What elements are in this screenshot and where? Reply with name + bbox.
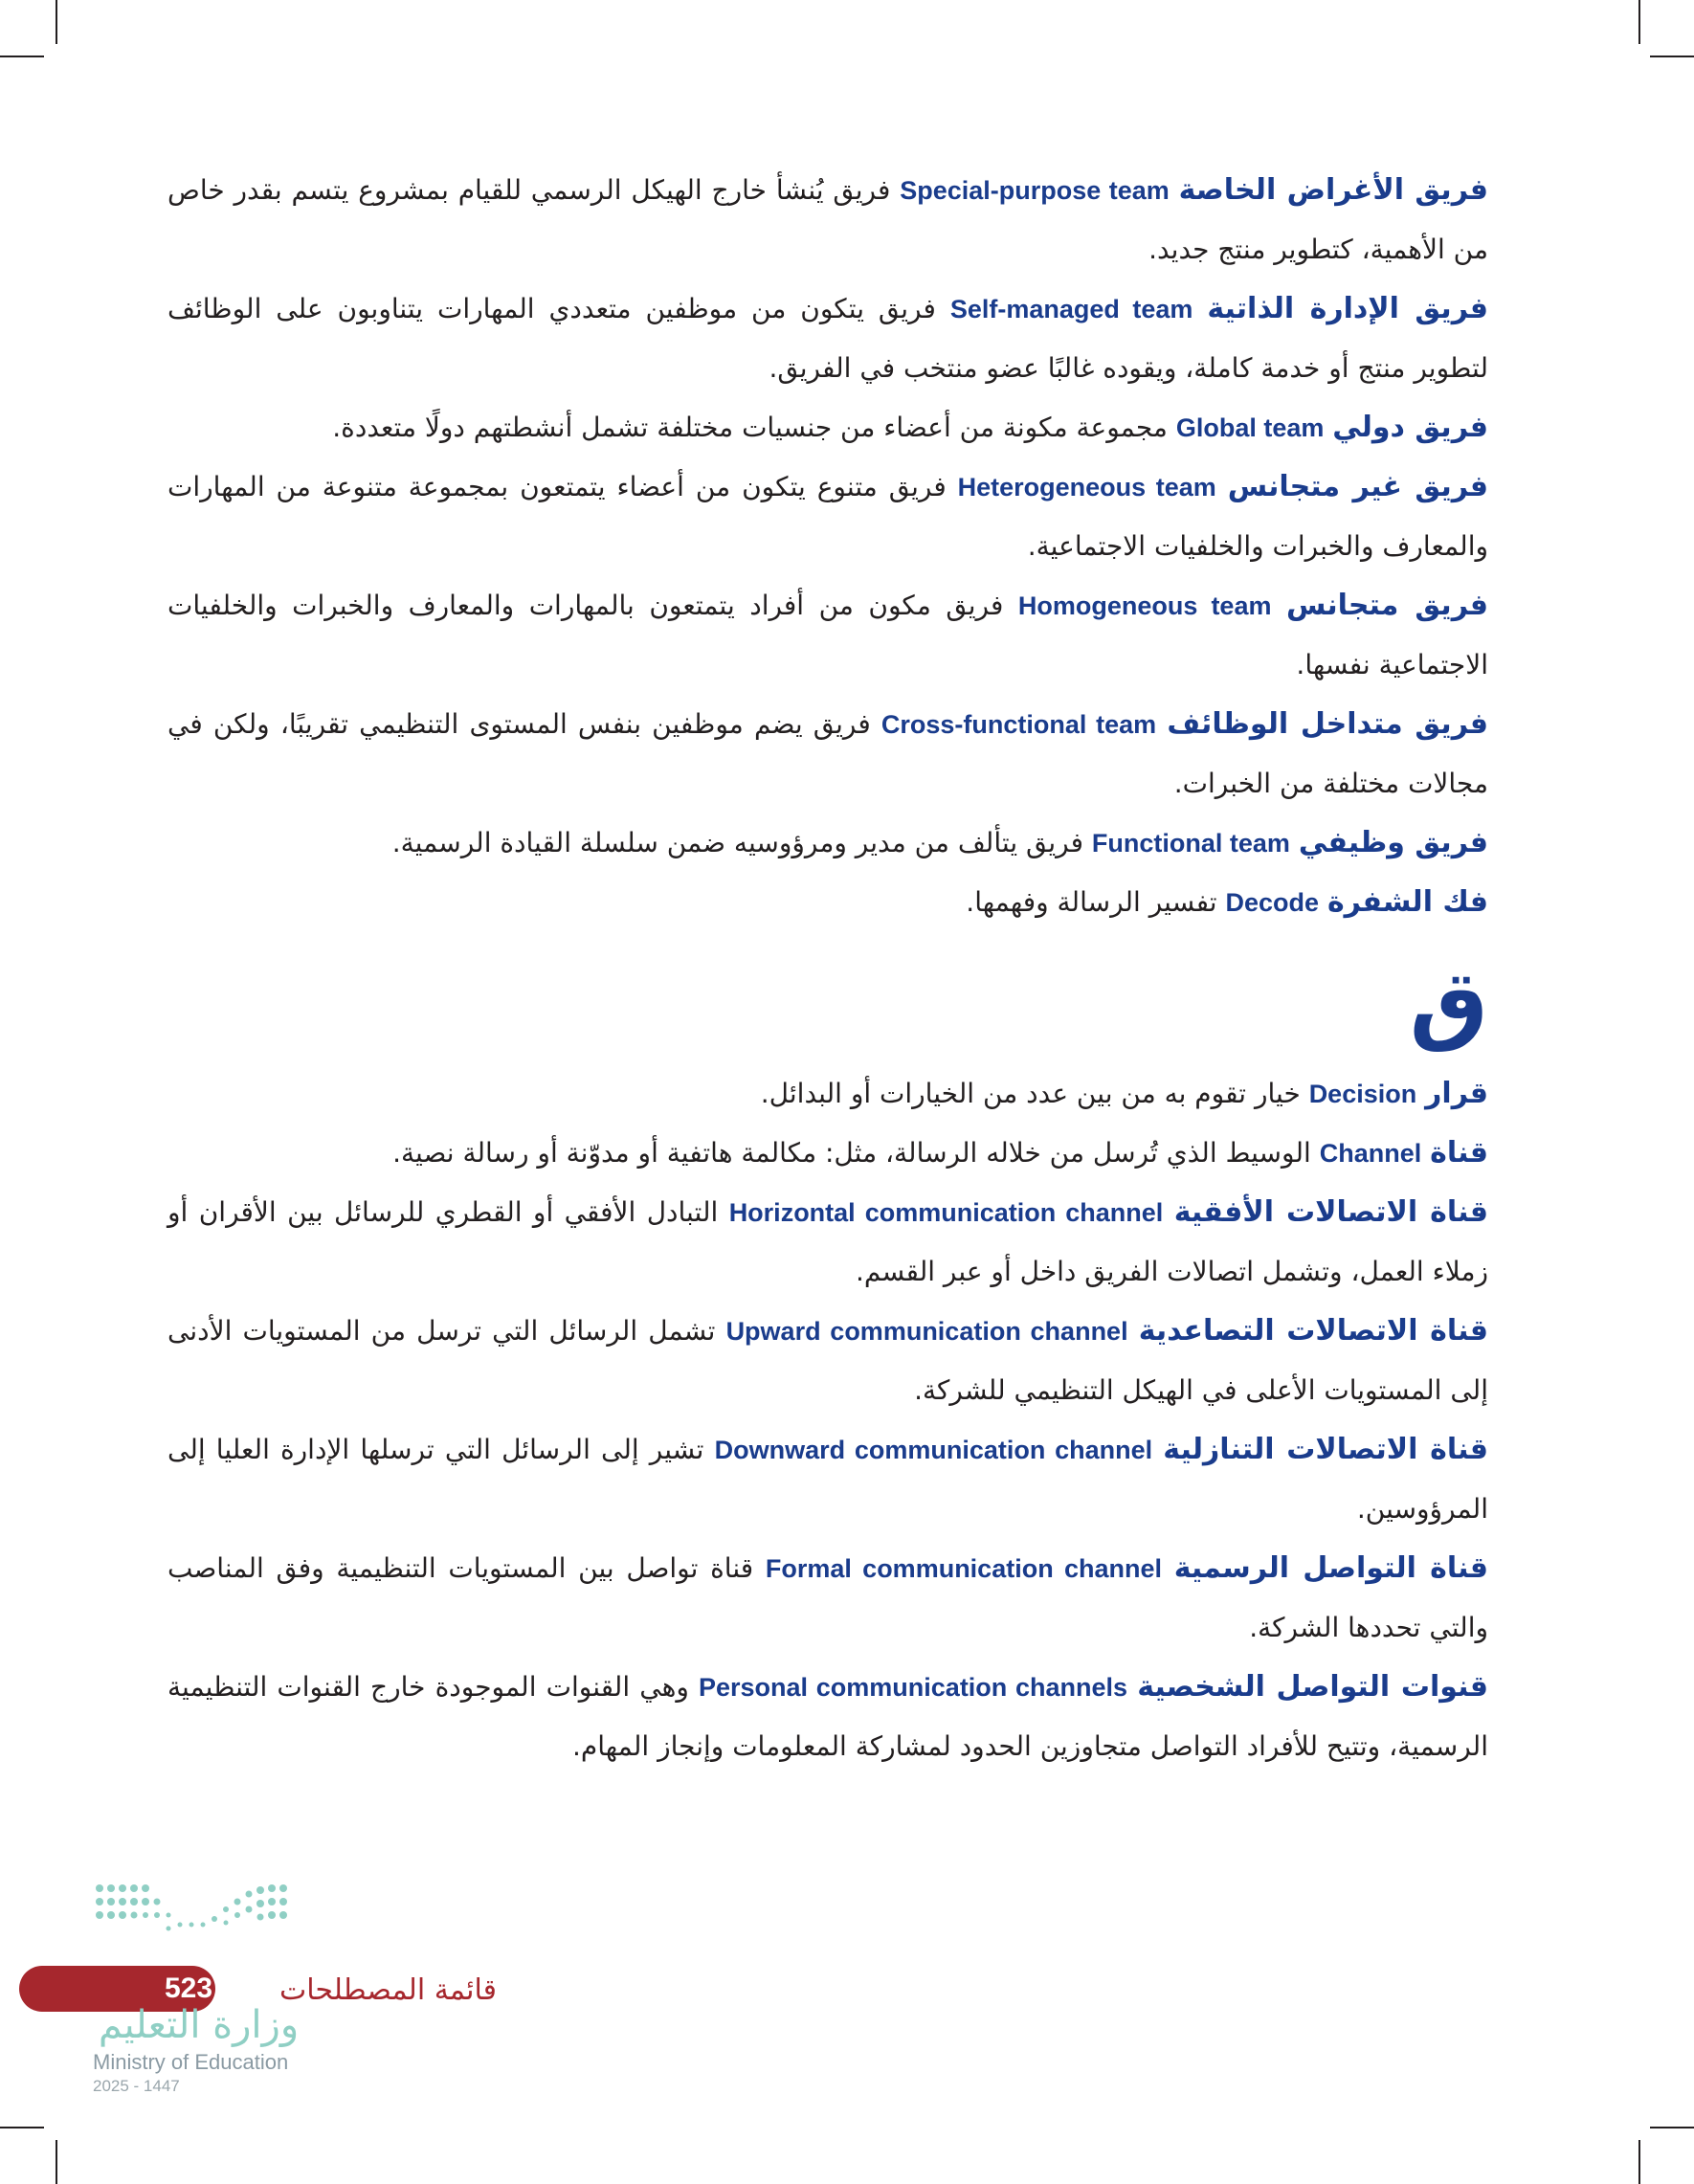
term-english: Self-managed team	[949, 295, 1193, 323]
term-definition: خيار تقوم به من بين عدد من الخيارات أو البدائل.	[760, 1078, 1301, 1109]
glossary-entry	[167, 1539, 1488, 1658]
page-number: 523	[164, 1972, 213, 2004]
term-definition: قناة تواصل بين المستويات التنظيمية وفق المناصب والتي تحددها الشركة.	[167, 1552, 1488, 1643]
term-english: Formal communication channel	[765, 1554, 1163, 1583]
term-arabic: فريق غير متجانس	[1227, 470, 1489, 503]
glossary-entry	[167, 1183, 1488, 1302]
glossary-group-bottom	[167, 1064, 1488, 1776]
glossary-entry	[167, 398, 1488, 457]
glossary-entry	[167, 457, 1488, 576]
term-definition: وهي القنوات الموجودة خارج القنوات التنظيمية الرسمية، وتتيح للأفراد التواصل متجاوزين الحدود لمشاركة المعلومات وإنجاز المهام.	[167, 1671, 1488, 1762]
term-english: Upward communication channel	[725, 1317, 1128, 1346]
term-english: Downward communication channel	[714, 1436, 1153, 1464]
term-definition: تشير إلى الرسائل التي ترسلها الإدارة العليا إلى المرؤوسين.	[167, 1434, 1488, 1525]
term-english: Heterogeneous team	[957, 473, 1216, 501]
term-arabic: قناة التواصل الرسمية	[1173, 1551, 1488, 1585]
term-arabic: قرار	[1425, 1077, 1488, 1110]
ministry-name-arabic: وزارة التعليم	[98, 2003, 300, 2047]
term-arabic: قناة الاتصالات الأفقية	[1173, 1195, 1488, 1229]
glossary-group-top	[167, 161, 1488, 932]
footer-section-title: قائمة المصطلحات	[279, 1973, 497, 2007]
term-english: Cross-functional team	[880, 710, 1157, 739]
term-arabic: فريق الأغراض الخاصة	[1178, 173, 1489, 207]
glossary-content	[167, 161, 1488, 1776]
term-arabic: قنوات التواصل الشخصية	[1137, 1670, 1488, 1704]
ministry-name-english: Ministry of Education	[93, 2050, 289, 2074]
term-english: Channel	[1319, 1139, 1422, 1168]
glossary-entry	[167, 279, 1488, 398]
term-definition: فريق يتألف من مدير ومرؤوسيه ضمن سلسلة القيادة الرسمية.	[391, 827, 1083, 858]
glossary-entry	[167, 1124, 1488, 1183]
term-arabic: فريق دولي	[1332, 411, 1488, 444]
term-arabic: فريق الإدارة الذاتية	[1207, 292, 1488, 325]
term-arabic: فريق متجانس	[1285, 589, 1489, 622]
term-definition: الوسيط الذي تُرسل من خلاله الرسالة، مثل: مكالمة هاتفية أو مدوّنة أو رسالة نصية.	[392, 1137, 1311, 1169]
term-english: Special-purpose team	[900, 176, 1170, 205]
term-definition: تفسير الرسالة وفهمها.	[966, 886, 1217, 918]
term-arabic: قناة الاتصالات التنازلية	[1163, 1433, 1488, 1466]
glossary-entry	[167, 576, 1488, 695]
term-arabic: فك الشفرة	[1326, 885, 1488, 919]
term-arabic: قناة الاتصالات التصاعدية	[1138, 1314, 1489, 1348]
crop-mark	[1650, 2127, 1694, 2128]
term-arabic: قناة	[1430, 1136, 1488, 1170]
term-definition: فريق يُنشأ خارج الهيكل الرسمي للقيام بمشروع يتسم بقدر خاص من الأهمية، كتطوير منتج جديد.	[167, 174, 1488, 265]
glossary-entry	[167, 873, 1488, 932]
term-english: Personal communication channels	[699, 1673, 1128, 1702]
term-definition: مجموعة مكونة من أعضاء من جنسيات مختلفة تشمل أنشطتهم دولًا متعددة.	[332, 412, 1168, 443]
section-letter: ق	[1409, 951, 1488, 1054]
term-definition: فريق متنوع يتكون من أعضاء يتمتعون بمجموعة متنوعة من المهارات والمعارف والخبرات والخلفيات الاجتماعية.	[167, 471, 1488, 562]
term-english: Horizontal communication channel	[728, 1198, 1164, 1227]
term-arabic: فريق وظيفي	[1298, 826, 1488, 859]
term-arabic: فريق متداخل الوظائف	[1167, 707, 1488, 741]
crop-mark	[56, 0, 57, 44]
glossary-entry	[167, 1302, 1488, 1420]
glossary-entry	[167, 1658, 1488, 1776]
glossary-entry	[167, 1064, 1488, 1124]
term-english: Decision	[1308, 1080, 1417, 1108]
crop-mark	[0, 2127, 44, 2128]
crop-mark	[1638, 2140, 1640, 2184]
crop-mark	[0, 56, 44, 57]
term-definition: تشمل الرسائل التي ترسل من المستويات الأدنى إلى المستويات الأعلى في الهيكل التنظيمي للشركة.	[167, 1315, 1488, 1406]
term-english: Global team	[1175, 413, 1325, 442]
term-english: Homogeneous team	[1017, 591, 1272, 620]
glossary-entry	[167, 161, 1488, 279]
glossary-entry	[167, 695, 1488, 813]
crop-mark	[1638, 0, 1640, 44]
term-definition: فريق مكون من أفراد يتمتعون بالمهارات والمعارف والخبرات والخلفيات الاجتماعية نفسها.	[167, 590, 1488, 680]
edition-year: 2025 - 1447	[93, 2077, 180, 2095]
ministry-logo-icon	[92, 1881, 302, 1957]
term-english: Decode	[1225, 888, 1320, 917]
term-definition: فريق يتكون من موظفين متعددي المهارات يتناوبون على الوظائف لتطوير منتج أو خدمة كاملة، ويقوده غالبًا عضو منتخب في الفريق.	[167, 293, 1488, 384]
term-english: Functional team	[1091, 829, 1290, 858]
term-definition: فريق يضم موظفين بنفس المستوى التنظيمي تقريبًا، ولكن في مجالات مختلفة من الخبرات.	[167, 708, 1488, 799]
term-definition: التبادل الأفقي أو القطري للرسائل بين الأقران أو زملاء العمل، وتشمل اتصالات الفريق داخل أو عبر القسم.	[167, 1196, 1488, 1287]
glossary-entry	[167, 813, 1488, 873]
crop-mark	[1650, 56, 1694, 57]
crop-mark	[56, 2140, 57, 2184]
glossary-entry	[167, 1420, 1488, 1539]
